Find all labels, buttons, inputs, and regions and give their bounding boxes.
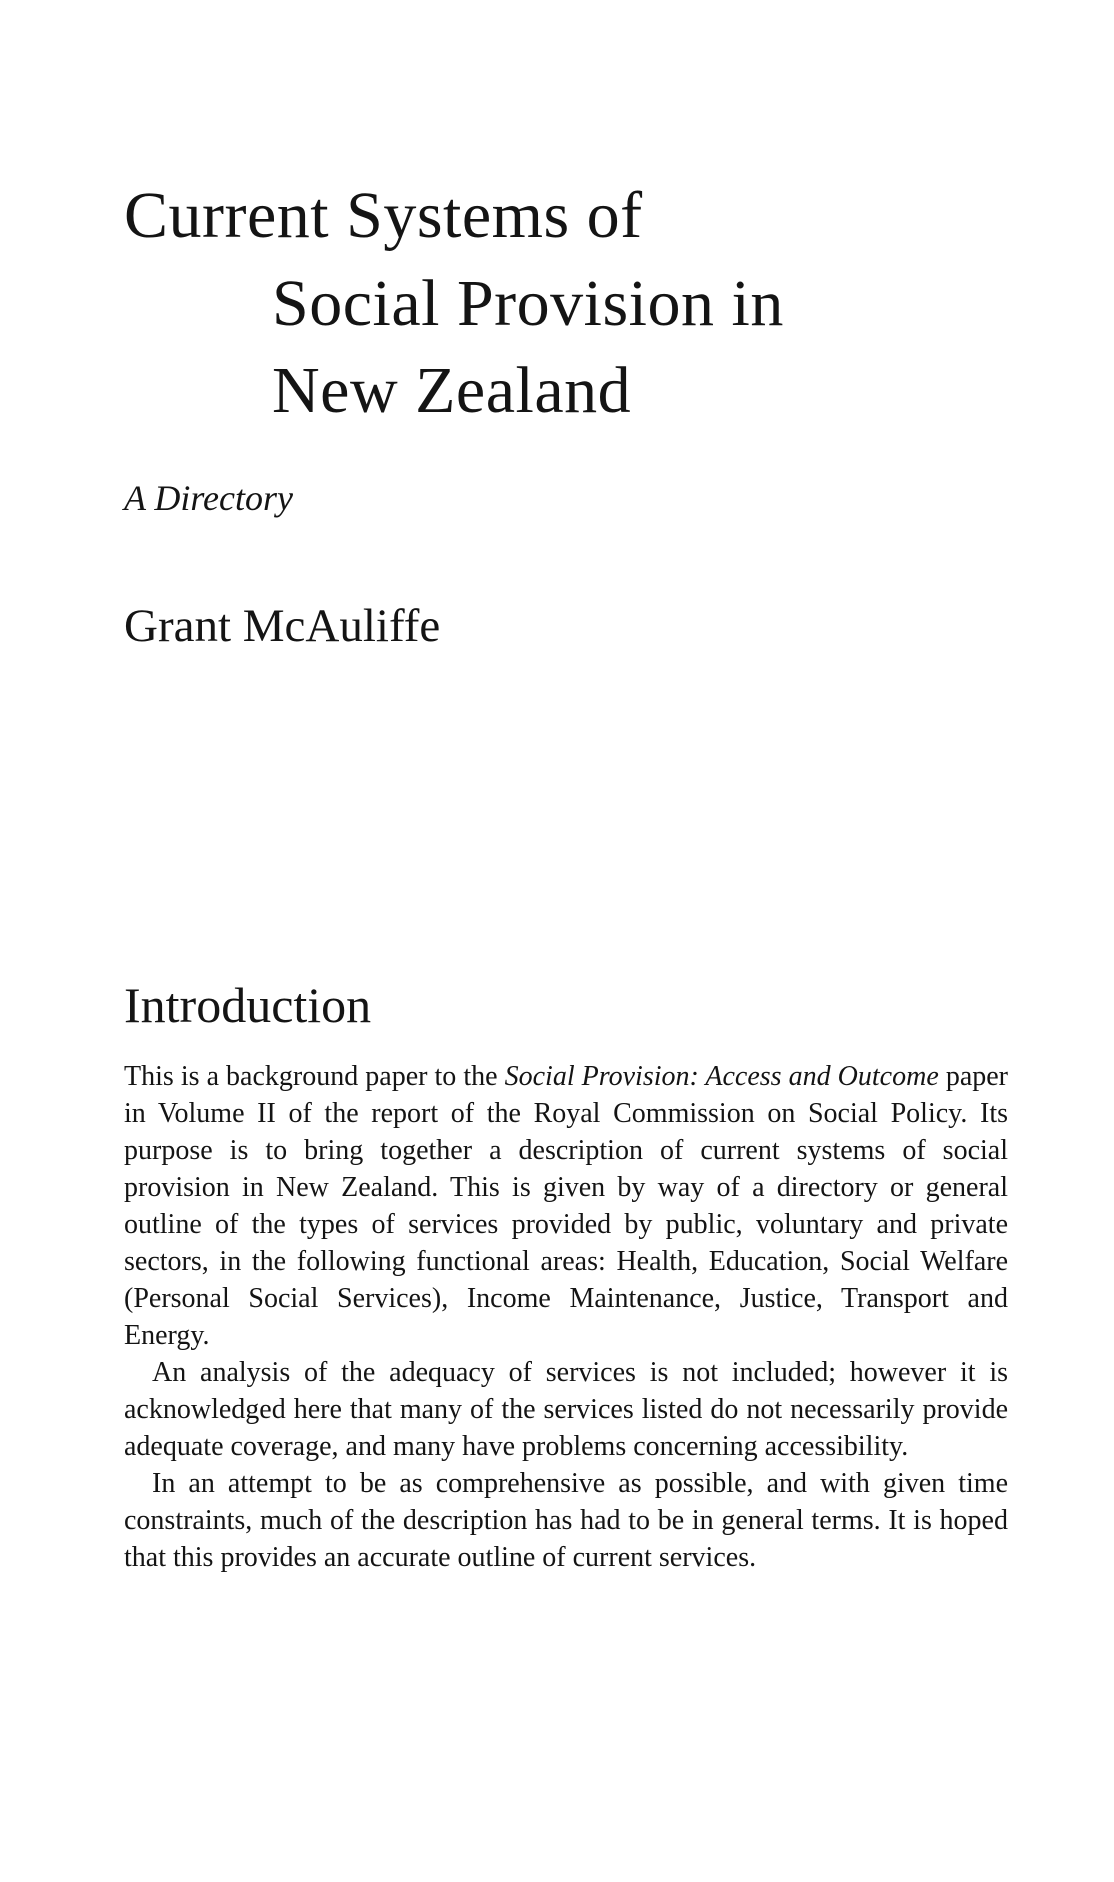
section-heading: Introduction (124, 977, 372, 1033)
body-text (124, 1058, 1008, 1576)
paragraph-1 (124, 1058, 1008, 1354)
author-name: Grant McAuliffe (124, 600, 441, 652)
title-line-3: New Zealand (272, 354, 632, 427)
paragraph-1-rest: paper in Volume II of the report of the Royal Commission on Social Policy. Its purpose is to bring together a description of current systems of social provision in New Zealand. This is given by way of a directory or general outline of the types of services provided by public, voluntary and private sectors, in the following functional areas: Health, Education, Social Welfare (Personal Social Services), Income Maintenance, Justice, Transport and Energy. (124, 1061, 1009, 1351)
subtitle: A Directory (124, 478, 293, 518)
paragraph-2: An analysis of the adequacy of services is not included; however it is acknowledged here that many of the services listed do not necessarily provide adequate coverage, and many have problems concerning accessibility. (124, 1357, 1008, 1462)
paragraph-1-lead: This is a background paper to the (124, 1061, 505, 1092)
paragraph-3: In an attempt to be as comprehensive as possible, and with given time constraints, much of the description has had to be in general terms. It is hoped that this provides an accurate outline of current services. (124, 1468, 1008, 1573)
paper-title-emphasis: Social Provision: Access and Outcome (504, 1061, 939, 1092)
title-line-2: Social Provision in (272, 267, 784, 340)
title-line-1: Current Systems of (124, 179, 643, 252)
